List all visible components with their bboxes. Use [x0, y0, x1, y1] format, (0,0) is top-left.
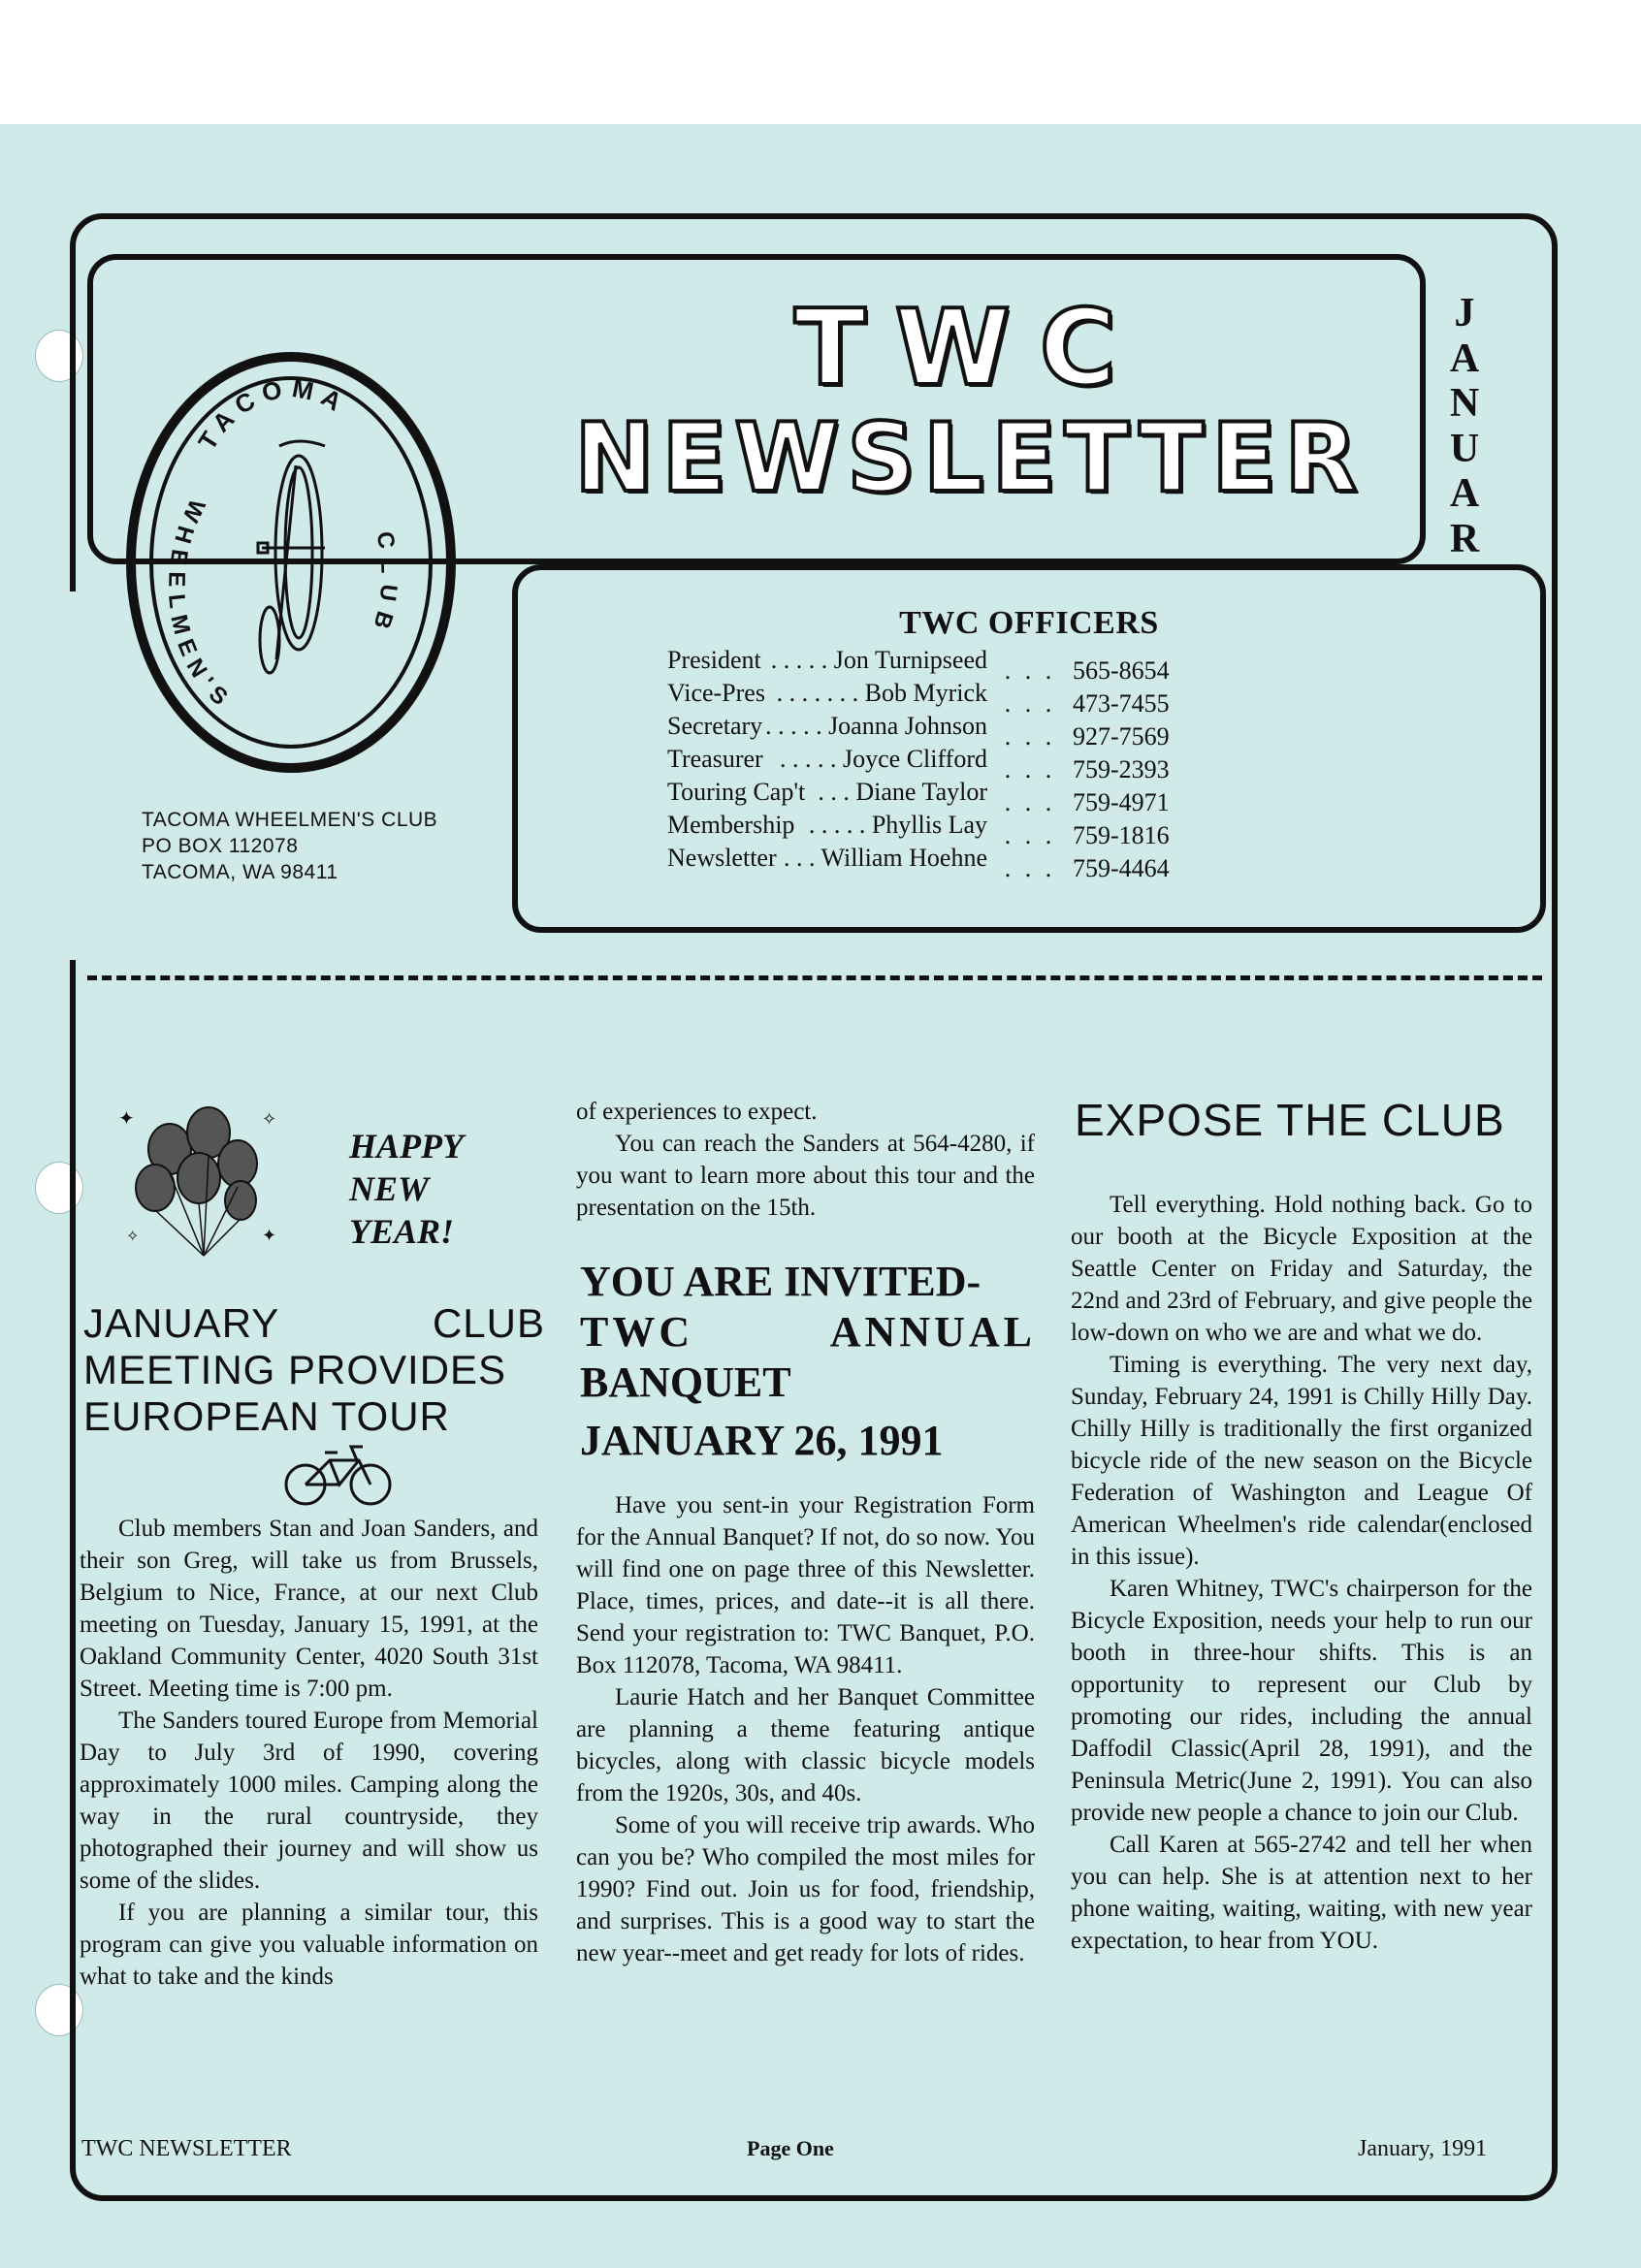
headline-banquet-date: JANUARY 26, 1991	[580, 1417, 944, 1464]
dashed-divider	[87, 975, 1542, 980]
headline-word: ANNUAL	[829, 1308, 1036, 1356]
officer-role: Touring Cap't	[667, 778, 806, 806]
officer-name	[777, 679, 987, 708]
footer-page-number: Page One	[747, 2136, 834, 2160]
officer-phone: 759-4971	[1073, 788, 1170, 816]
officer-name-text: Phyllis Lay	[871, 811, 987, 839]
bicycle-icon	[281, 1441, 398, 1509]
masthead-title-newsletter: NEWSLETTER	[574, 403, 1366, 514]
happy-line: NEW	[349, 1169, 430, 1208]
logo-arc-right: CLUB	[365, 529, 402, 642]
date-letter: J	[1454, 291, 1475, 335]
officer-role: Newsletter	[667, 844, 777, 872]
headline-banquet: YOU ARE INVITED-	[580, 1258, 981, 1305]
officer-separator: . . .	[1004, 854, 1056, 882]
paragraph: Timing is everything. The very next day, Sunday, February 24, 1991 is Chilly Hilly Day. Chilly Hilly is traditionally the first organized bicycle ride of the new season on the Bicycle Federation of Washington and League Of American Wheelmen's ride calendar(enclosed in this issue).	[1071, 1352, 1532, 1570]
masthead-title-twc: TWC	[793, 288, 1146, 409]
column-2	[576, 1489, 1035, 1969]
officers-table	[667, 646, 1199, 882]
headline-word: TWC	[580, 1308, 694, 1356]
officer-name-text: Joyce Clifford	[843, 745, 987, 773]
officer-role-cell	[667, 679, 987, 712]
officer-role: President	[667, 646, 761, 674]
officer-separator: . . .	[1004, 755, 1056, 783]
club-address	[142, 807, 437, 885]
officer-name	[780, 745, 987, 774]
paragraph: You can reach the Sanders at 564-4280, if you want to learn more about this tour and the presentation on the 15th.	[576, 1131, 1035, 1221]
officer-name-text: Joanna Johnson	[828, 712, 987, 740]
headline-line: EUROPEAN TOUR	[83, 1393, 450, 1439]
officer-separator: . . .	[1004, 689, 1056, 718]
svg-text:✦: ✦	[118, 1108, 135, 1130]
penny-farthing-icon	[258, 441, 325, 673]
paragraph: Karen Whitney, TWC's chairperson for the Bicycle Exposition, needs your help to run our booth in three-hour shifts. This is an opportunity to represent our Club by promoting our rides, including the annual Daffodil Classic(April 28, 1991), and the Peninsula Metric(June 2, 1991). You can also provide new people a chance to join our Club.	[1071, 1576, 1532, 1826]
officer-leader: . . . . .	[808, 811, 866, 839]
officer-role: Treasurer	[667, 745, 763, 773]
officer-name-text: Diane Taylor	[855, 778, 987, 806]
date-letter: U	[1449, 426, 1480, 471]
officer-phone: 927-7569	[1073, 722, 1170, 751]
officer-role: Vice-Pres	[667, 679, 765, 707]
officer-role-cell	[667, 712, 987, 745]
address-line: PO BOX 112078	[142, 835, 299, 857]
logo-arc-top: TACOMA	[192, 373, 354, 456]
paragraph: If you are planning a similar tour, this program can give you valuable information on what to take and the kinds	[80, 1900, 538, 1990]
date-letter: A	[1449, 335, 1480, 381]
svg-text:✧: ✧	[262, 1109, 277, 1129]
officer-role-cell	[667, 778, 987, 811]
headline-word: JANUARY	[83, 1300, 280, 1346]
date-letter: N	[1449, 381, 1480, 426]
date-letter: R	[1449, 516, 1480, 561]
logo-arc-left: WHEELMEN'S	[162, 495, 239, 717]
officer-role-cell	[667, 811, 987, 844]
officer-name	[818, 778, 987, 807]
paragraph: Call Karen at 565-2742 and tell her when you can help. She is at attention next to her phone waiting, waiting, waiting, with new year expectation, to hear from YOU.	[1071, 1832, 1532, 1954]
headline-word: CLUB	[432, 1300, 545, 1346]
officer-name	[809, 811, 987, 840]
officer-separator: . . .	[1004, 656, 1056, 685]
officer-leader: . . .	[818, 778, 850, 806]
happy-line: YEAR!	[349, 1212, 455, 1251]
frame-gap	[58, 591, 85, 960]
column-1	[80, 1513, 538, 1993]
address-line: TACOMA WHEELMEN'S CLUB	[142, 809, 438, 831]
officer-leader: . . .	[783, 844, 816, 872]
svg-text:WHEELMEN'S	[163, 495, 239, 717]
officer-phone: 565-8654	[1073, 656, 1170, 685]
officer-name	[784, 844, 987, 873]
officer-leader: . . . . .	[765, 712, 822, 740]
paragraph: Club members Stan and Joan Sanders, and their son Greg, will take us from Brussels, Belgium to Nice, France, at our next Club meeting on Tuesday, January 15, 1991, at the Oakland Community Center, 4020 South 31st Street. Meeting time is 7:00 pm.	[80, 1516, 538, 1702]
officer-role-cell	[667, 646, 987, 679]
officer-role: Secretary	[667, 712, 763, 740]
officer-role-cell	[667, 844, 987, 877]
club-logo	[126, 349, 456, 776]
svg-text:CLUB	[365, 529, 402, 641]
officer-name	[765, 712, 987, 741]
paragraph: Some of you will receive trip awards. Who can you be? Who compiled the most miles for 1990? Find out. Join us for food, friendship, and surprises. This is a good way to start the new year--meet and get ready for lots of rides.	[576, 1812, 1035, 1966]
officer-separator: . . .	[1004, 722, 1056, 751]
officer-name-text: William Hoehne	[820, 844, 987, 872]
officer-name	[771, 646, 987, 675]
officer-leader: . . . . .	[770, 646, 828, 674]
officer-name-text: Bob Myrick	[864, 679, 987, 707]
address-line: TACOMA, WA 98411	[142, 861, 338, 883]
column-2-top	[576, 1096, 1035, 1224]
officer-leader: . . . . .	[780, 745, 837, 773]
happy-new-year	[349, 1125, 464, 1253]
happy-line: HAPPY	[349, 1127, 464, 1166]
officer-name-text: Jon Turnipseed	[833, 646, 987, 674]
officer-phone: 759-2393	[1073, 755, 1170, 783]
svg-text:✦: ✦	[262, 1226, 277, 1245]
officer-leader: . . . . . . .	[776, 679, 859, 707]
officer-row	[667, 646, 1199, 685]
officer-role-cell	[667, 745, 987, 778]
footer-date: January, 1991	[1358, 2136, 1488, 2161]
paragraph: Tell everything. Hold nothing back. Go to our booth at the Bicycle Exposition at the Seattle Center on Friday and Saturday, the 22nd and 23rd of February, and give people the low-down on who we are and what we do.	[1071, 1192, 1532, 1346]
svg-text:✧: ✧	[126, 1229, 140, 1245]
paragraph: of experiences to expect.	[576, 1099, 818, 1125]
column-3	[1071, 1189, 1532, 1957]
officers-title: TWC OFFICERS	[899, 605, 1159, 641]
date-letter: A	[1449, 471, 1480, 516]
paragraph: The Sanders toured Europe from Memorial Day to July 3rd of 1990, covering approximately 1000 miles. Camping along the way in the rural countryside, they photographed their journey and will show us some of the slides.	[80, 1708, 538, 1894]
footer-title: TWC NEWSLETTER	[81, 2136, 292, 2161]
officer-separator: . . .	[1004, 821, 1056, 849]
headline-line: MEETING PROVIDES	[83, 1347, 507, 1392]
headline-banquet-line	[580, 1307, 1036, 1358]
officer-separator: . . .	[1004, 788, 1056, 816]
officer-phone: 759-4464	[1073, 854, 1170, 882]
headline-banquet-line: BANQUET	[580, 1358, 791, 1406]
headline-expose-club: EXPOSE THE CLUB	[1075, 1095, 1505, 1145]
officer-phone: 759-1816	[1073, 821, 1170, 849]
paragraph: Have you sent-in your Registration Form for the Annual Banquet? If not, do so now. You will find one on page three of this Newsletter. Place, times, prices, and date--it is all there. Send your registration to: TWC Banquet, P.O. Box 112078, Tacoma, WA 98411.	[576, 1492, 1035, 1678]
balloons-icon	[116, 1096, 291, 1270]
headline-january-meeting	[83, 1301, 545, 1346]
officer-phone: 473-7455	[1073, 689, 1170, 718]
officer-role: Membership	[667, 811, 795, 839]
paragraph: Laurie Hatch and her Banquet Committee are planning a theme featuring antique bicycles, along with classic bicycle models from the 1920s, 30s, and 40s.	[576, 1684, 1035, 1806]
